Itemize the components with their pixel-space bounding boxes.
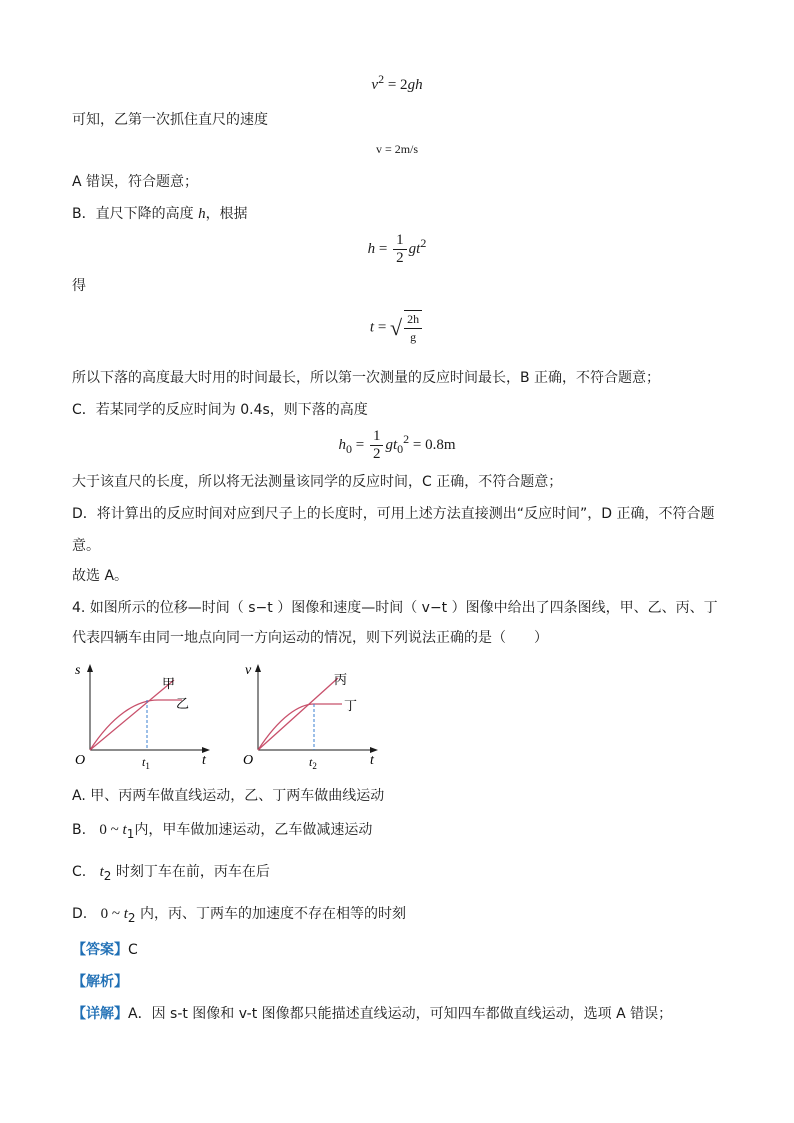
label-bing: 丙: [334, 673, 348, 688]
analysis-heading: 【解析】: [72, 974, 128, 990]
equation-v-squared: $v^2 = 2gh$: [371, 72, 423, 93]
option-b: B. 0 ~ $t_1$内，甲车做加速运动，乙车做减速运动: [72, 822, 373, 841]
vt-graph: [240, 658, 390, 770]
text-line: 所以下落的高度最大时用的时间最长，所以第一次测量的反应时间最长，B 正确，不符合题意；: [72, 370, 661, 386]
y-axis-arrow: [255, 664, 261, 672]
x-axis-label: t: [202, 753, 206, 768]
option-d: D. 0 ~ $t_2$ 内，丙、丁两车的加速度不存在相等的时刻: [72, 906, 406, 925]
text-line: D．将计算出的反应时间对应到尺子上的长度时，可用上述方法直接测出“反应时间”，D 正确，不符合题: [72, 506, 715, 522]
y-axis-label: s: [75, 663, 81, 678]
text-line: 可知，乙第一次抓住直尺的速度: [72, 112, 268, 128]
option-c: C. $t_2$ 时刻丁车在前，丙车在后: [72, 864, 270, 883]
line-bing: [258, 678, 338, 750]
text-line: 大于该直尺的长度，所以将无法测量该同学的反应时间，C 正确，不符合题意；: [72, 474, 563, 490]
curve-ding: [258, 704, 342, 750]
question-4-text: 代表四辆车由同一地点向同一方向运动的情况，则下列说法正确的是（ ）: [72, 630, 548, 646]
origin-label: O: [243, 753, 254, 768]
x-axis-label: t: [370, 753, 374, 768]
text-line: B．直尺下降的高度 h，根据: [72, 206, 248, 222]
equation-h0: $h_0$ = $\frac{1}{2}$ $gt_0^2 = 0.8m$: [338, 428, 456, 462]
curve-yi: [90, 700, 182, 750]
y-axis-arrow: [87, 664, 93, 672]
equation-time: t = √ $\frac{2h}{g}$: [0, 310, 794, 346]
text-line: A 错误，符合题意；: [72, 174, 199, 190]
label-ding: 丁: [344, 699, 358, 714]
text-line: 得: [72, 278, 86, 294]
label-yi: 乙: [176, 697, 190, 712]
origin-label: O: [75, 753, 86, 768]
answer-line: 【答案】C: [72, 942, 138, 958]
question-4-text: 4. 如图所示的位移—时间（ s−t ）图像和速度—时间（ v−t ）图像中给出了四条图线，甲、乙、丙、丁: [72, 600, 718, 616]
y-axis-label: v: [245, 663, 252, 678]
st-graph: [72, 658, 222, 770]
option-a: A. 甲、丙两车做直线运动，乙、丁两车做曲线运动: [72, 788, 385, 804]
text-line: C．若某同学的反应时间为 0.4s，则下落的高度: [72, 402, 368, 418]
text-line: 意。: [72, 538, 100, 554]
equation-fall-height: h = $\frac{1}{2}$ $gt^2$: [367, 232, 427, 266]
detail-line: 【详解】A．因 s-t 图像和 v-t 图像都只能描述直线运动，可知四车都做直线运动，选项 A 错误；: [72, 1006, 673, 1022]
equation-velocity: v = 2m/s: [375, 142, 419, 156]
text-line: 故选 A。: [72, 568, 129, 584]
t2-label: $t_2$: [309, 755, 317, 770]
t1-label: $t_1$: [142, 755, 150, 770]
label-jia: 甲: [162, 677, 176, 692]
